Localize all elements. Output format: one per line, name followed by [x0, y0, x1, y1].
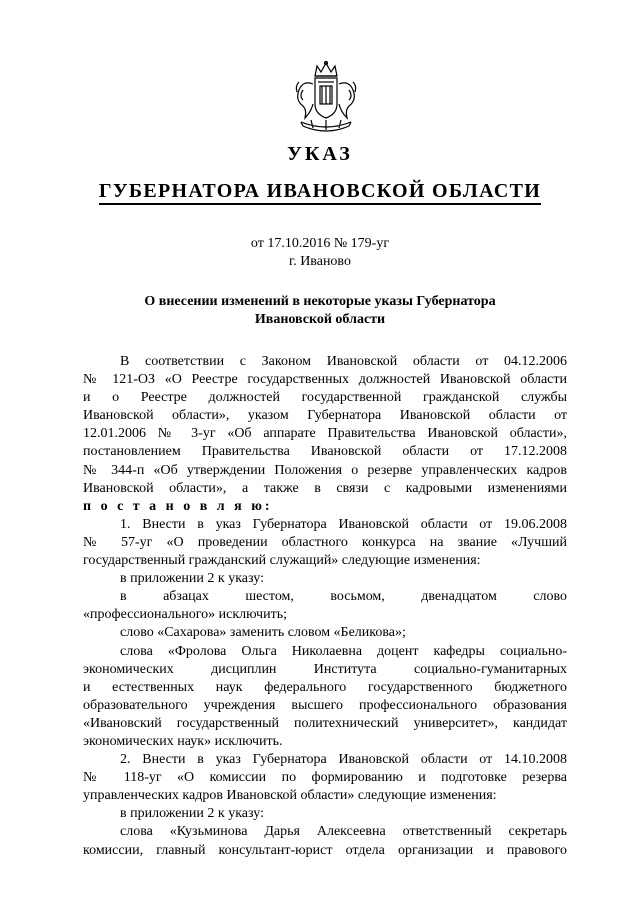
- body-line: и о Реестре должностей государственной гражданской службы: [83, 390, 567, 406]
- body-line: и естественных наук федерального государственного бюджетного: [83, 679, 567, 695]
- body-line: управленческих кадров Ивановской области» следующие изменения:: [83, 788, 497, 804]
- body-line: образовательного учреждения высшего профессионального образования: [83, 697, 567, 713]
- document-subtitle: ГУБЕРНАТОРА ИВАНОВСКОЙ ОБЛАСТИ: [0, 180, 640, 203]
- body-line: «Ивановский государственный политехнический университет», кандидат: [83, 715, 567, 731]
- body-line: в приложении 2 к указу:: [120, 571, 264, 587]
- body-line-decree-word: п о с т а н о в л я ю:: [83, 498, 273, 514]
- body-line: 1. Внести в указ Губернатора Ивановской области от 19.06.2008: [120, 516, 567, 532]
- body-line: постановлением Правительства Ивановской области от 17.12.2008: [83, 444, 567, 460]
- body-line: слова «Фролова Ольга Николаевна доцент кафедры социально-: [120, 643, 567, 659]
- body-line: Ивановской области», а также в связи с кадровыми изменениями: [83, 480, 567, 496]
- body-line: экономических наук» исключить.: [83, 733, 283, 749]
- body-line: № 57-уг «О проведении областного конкурса на звание «Лучший: [83, 534, 567, 550]
- body-line: № 344-п «Об утверждении Положения о резерве управленческих кадров: [83, 462, 567, 478]
- body-line: государственный гражданский служащий» следующие изменения:: [83, 553, 481, 569]
- document-date-number: от 17.10.2016 № 179-уг: [250, 236, 390, 251]
- document-title: УКАЗ: [287, 143, 353, 165]
- body-line: 2. Внести в указ Губернатора Ивановской области от 14.10.2008: [120, 752, 567, 768]
- subject-line: О внесении изменений в некоторые указы Губернатора: [144, 294, 496, 309]
- body-line: 12.01.2006 № 3-уг «Об аппарате Правительства Ивановской области»,: [83, 426, 567, 442]
- body-line: Ивановской области», указом Губернатора Ивановской области от: [83, 408, 567, 424]
- body-line: № 118-уг «О комиссии по формированию и подготовке резерва: [83, 770, 567, 786]
- body-line: экономических дисциплин Института социально-гуманитарных: [83, 661, 567, 677]
- body-line: комиссии, главный консультант-юрист отдела организации и правового: [83, 842, 567, 858]
- subject-line: Ивановской области: [254, 312, 386, 327]
- body-line: слова «Кузьминова Дарья Алексеевна ответственный секретарь: [120, 824, 567, 840]
- document-body: [83, 353, 567, 860]
- document-subject: [0, 293, 640, 329]
- body-line: в абзацах шестом, восьмом, двенадцатом слово: [120, 589, 567, 605]
- body-line: слово «Сахарова» заменить словом «Беликова»;: [120, 625, 406, 641]
- coat-of-arms-icon: [291, 60, 361, 138]
- body-line: В соответствии с Законом Ивановской области от 04.12.2006: [120, 354, 567, 369]
- body-line: № 121-ОЗ «О Реестре государственных должностей Ивановской области: [83, 372, 567, 388]
- body-line: в приложении 2 к указу:: [120, 806, 264, 822]
- document-city: г. Иваново: [289, 254, 351, 269]
- body-line: «профессионального» исключить;: [83, 607, 287, 623]
